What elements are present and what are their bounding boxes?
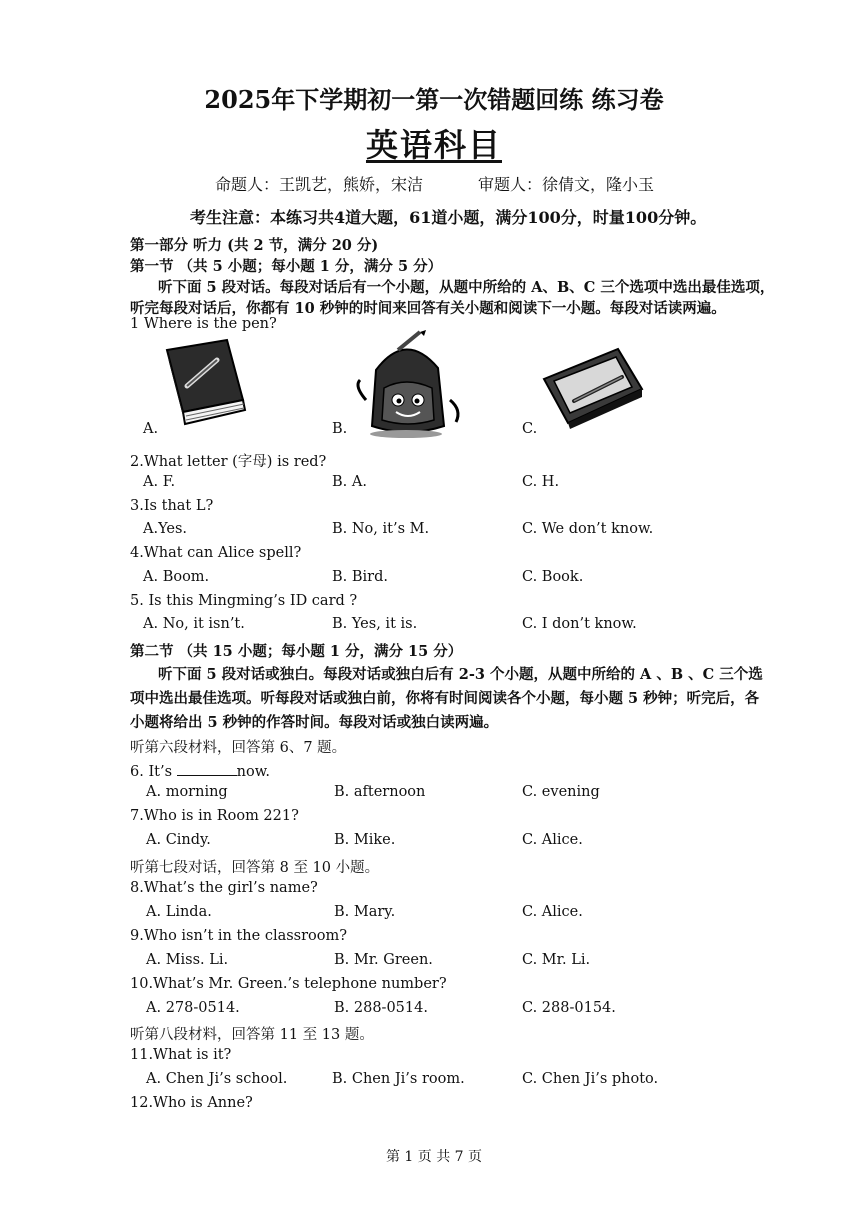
question-2: 2.What letter (字母) is red?	[130, 454, 327, 470]
question-6-option-c: C. evening	[522, 784, 600, 800]
question-11-option-a: A. Chen Ji’s school.	[146, 1071, 288, 1087]
question-1-option-a: A.	[143, 421, 159, 437]
question-9: 9.Who isn’t in the classroom?	[130, 928, 348, 944]
question-7: 7.Who is in Room 221?	[130, 808, 299, 824]
exam-authors: 命题人：王凯艺，熊娇，宋洁	[215, 175, 424, 194]
exam-reviewers: 审题人：徐倩文，隆小玉	[478, 175, 655, 194]
book-with-pen-picture	[155, 338, 250, 438]
question-3-option-a: A.Yes.	[143, 521, 188, 537]
question-3-option-c: C. We don’t know.	[522, 521, 654, 537]
question-8-option-a: A. Linda.	[146, 904, 212, 920]
question-1-option-b: B.	[332, 421, 348, 437]
question-4: 4.What can Alice spell?	[130, 545, 302, 561]
question-3-option-b: B. No, it’s M.	[332, 521, 430, 537]
question-10-option-c: C. 288-0154.	[522, 1000, 616, 1016]
question-10-option-a: A. 278-0514.	[146, 1000, 240, 1016]
section1-heading: 第一节 （共 5 小题；每小题 1 分，满分 5 分）	[130, 258, 443, 275]
question-5-option-c: C. I don’t know.	[522, 616, 637, 632]
question-8-option-c: C. Alice.	[522, 904, 583, 920]
section2-instructions-line3: 小题将给出 5 秒钟的作答时间。每段对话或独白读两遍。	[130, 714, 499, 731]
question-6: 6. It’s now.	[130, 761, 270, 780]
question-7-option-a: A. Cindy.	[146, 832, 211, 848]
question-5: 5. Is this Mingming’s ID card ?	[130, 593, 358, 609]
question-7-option-b: B. Mike.	[334, 832, 396, 848]
page-footer: 第 1 页 共 7 页	[385, 1149, 483, 1165]
section1-instructions-line2: 听完每段对话后，你都有 10 秒钟的时间来回答有关小题和阅读下一小题。每段对话读两遍。	[130, 300, 726, 317]
question-6-option-b: B. afternoon	[334, 784, 426, 800]
section2-heading: 第二节 （共 15 小题；每小题 1 分，满分 15 分）	[130, 643, 463, 660]
question-2-option-c: C. H.	[522, 474, 560, 490]
question-9-option-b: B. Mr. Green.	[334, 952, 433, 968]
section1-instructions-line1: 听下面 5 段对话。每段对话后有一个小题，从题中所给的 A、B、C 三个选项中选出最佳选项，	[158, 279, 775, 296]
question-12: 12.Who is Anne?	[130, 1095, 253, 1111]
schoolbag-with-pen-picture	[346, 330, 466, 440]
section2-instructions-line1: 听下面 5 段对话或独白。每段对话或独白后有 2-3 个小题，从题中所给的 A 、B 、C 三个选	[158, 666, 763, 683]
question-5-option-b: B. Yes, it is.	[332, 616, 418, 632]
exam-notice: 考生注意：本练习共4道大题，61道小题，满分100分，时量100分钟。	[190, 208, 707, 227]
pencil-box-with-pen-picture	[540, 345, 645, 430]
question-8: 8.What’s the girl’s name?	[130, 880, 318, 896]
question-4-option-c: C. Book.	[522, 569, 584, 585]
section2-instructions-line2: 项中选出最佳选项。听每段对话或独白前，你将有时间阅读各个小题，每小题 5 秒钟；听完后，各	[130, 690, 760, 707]
question-1: 1 Where is the pen?	[130, 316, 277, 332]
exam-title: 2025年下学期初一第一次错题回练 练习卷	[204, 85, 664, 114]
question-10: 10.What’s Mr. Green.’s telephone number?	[130, 976, 447, 992]
question-9-option-c: C. Mr. Li.	[522, 952, 591, 968]
material-note-7: 听第七段对话，回答第 8 至 10 小题。	[130, 860, 380, 876]
question-4-option-b: B. Bird.	[332, 569, 388, 585]
question-6-blank	[177, 761, 237, 776]
question-4-option-a: A. Boom.	[143, 569, 210, 585]
question-2-option-a: A. F.	[143, 474, 176, 490]
question-10-option-b: B. 288-0514.	[334, 1000, 428, 1016]
material-note-6: 听第六段材料，回答第 6、7 题。	[130, 740, 347, 756]
question-6-option-a: A. morning	[146, 784, 228, 800]
question-9-option-a: A. Miss. Li.	[146, 952, 229, 968]
question-11-option-b: B. Chen Ji’s room.	[332, 1071, 465, 1087]
material-note-8: 听第八段材料，回答第 11 至 13 题。	[130, 1027, 374, 1043]
question-2-option-b: B. A.	[332, 474, 367, 490]
question-11-option-c: C. Chen Ji’s photo.	[522, 1071, 659, 1087]
question-5-option-a: A. No, it isn’t.	[143, 616, 245, 632]
question-1-option-c: C.	[522, 421, 538, 437]
question-8-option-b: B. Mary.	[334, 904, 396, 920]
question-11: 11.What is it?	[130, 1047, 232, 1063]
exam-subject: 英语科目	[365, 126, 502, 164]
question-7-option-c: C. Alice.	[522, 832, 583, 848]
question-3: 3.Is that L?	[130, 498, 214, 514]
part1-heading: 第一部分 听力 (共 2 节，满分 20 分)	[130, 237, 379, 254]
